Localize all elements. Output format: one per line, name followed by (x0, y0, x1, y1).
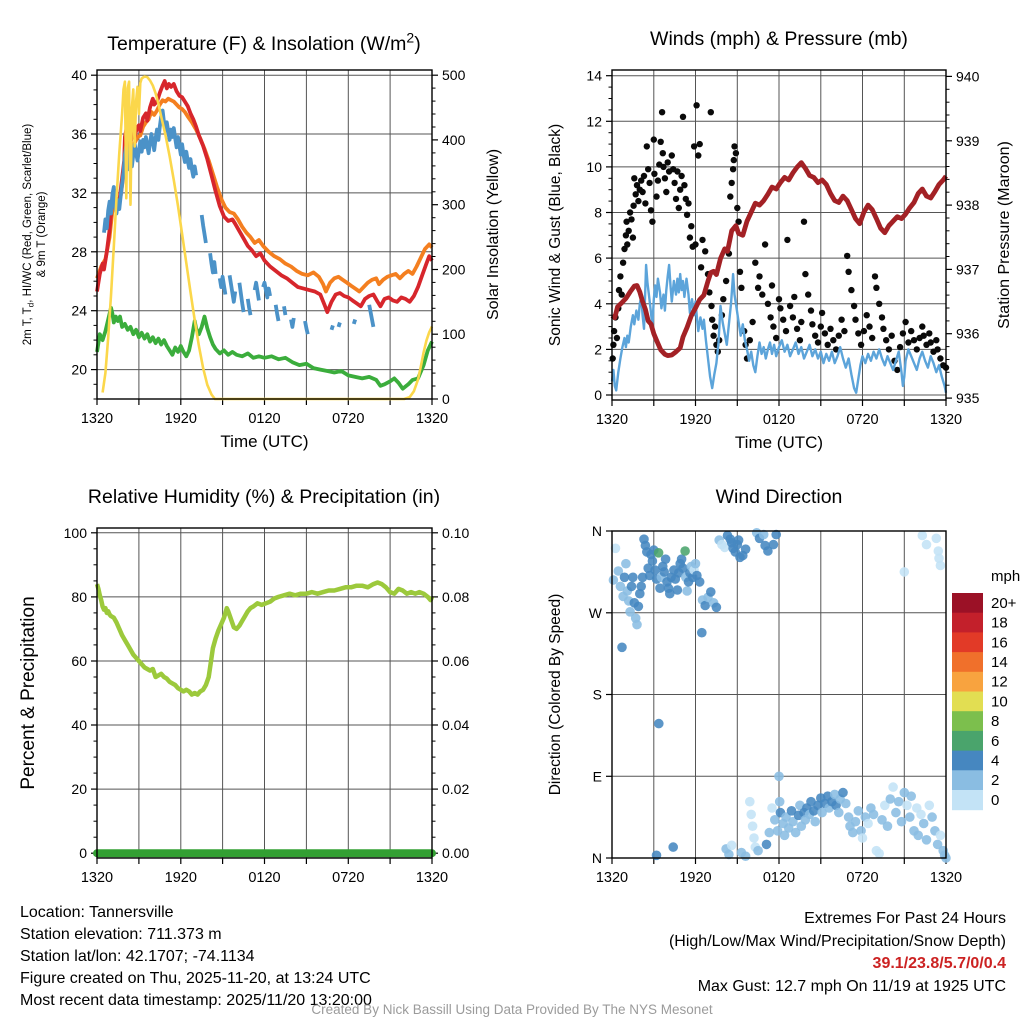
tick-label: 60 (71, 653, 87, 669)
tick-label: 2 (594, 341, 602, 358)
tick-label: 40 (71, 717, 87, 733)
colorbar-label: 2 (991, 772, 1000, 790)
colorbar-swatch-16 (952, 632, 983, 652)
wind-direction-chart-left-axis (547, 523, 612, 866)
tick-label: 0 (79, 845, 87, 862)
colorbar-swatch-6 (952, 731, 983, 751)
tick-label: 0720 (332, 870, 365, 886)
tick-label: 1320 (595, 412, 629, 428)
tick-label: 80 (71, 588, 87, 605)
tick-label: 36 (71, 126, 87, 142)
colorbar-label: 0 (991, 791, 1000, 809)
tick-label: 6 (594, 250, 602, 267)
colorbar-label: 12 (991, 673, 1008, 691)
humidity-precip-chart-right-axis (432, 525, 469, 861)
tick-label: 100 (63, 524, 87, 541)
tick-label: 20 (71, 361, 87, 378)
tick-label: 0.02 (442, 781, 470, 798)
tick-label: 0.10 (442, 524, 470, 541)
tick-label: N (591, 850, 602, 866)
tick-label: 0.06 (442, 653, 470, 669)
tick-label: 0720 (846, 412, 879, 428)
colorbar-title: mph (991, 568, 1021, 585)
tick-label: 1320 (929, 870, 963, 886)
extremes-values: 39.1/23.8/5.7/0/0.4 (872, 955, 1006, 972)
temperature-insolation-chart-title: Temperature (F) & Insolation $(W/m^2)$ (107, 29, 421, 55)
extremes-subtitle: (High/Low/Max Wind/Precipitation/Snow Depth) (668, 932, 1006, 950)
tick-label: 28 (71, 243, 87, 260)
extremes-info (669, 908, 1006, 998)
colorbar-swatch-0 (952, 790, 983, 810)
tick-label: 1920 (164, 870, 197, 886)
winds-pressure-chart-axis-label: Sonic Wind & Gust (Blue, Black) (547, 123, 564, 347)
tick-label: W (588, 604, 602, 621)
winds-pressure-chart-axis-label: Station Pressure (Maroon) (996, 141, 1013, 329)
colorbar-swatch-12 (952, 672, 983, 692)
credit-line: Created By Nick Bassill Using Data Provided By The NYS Mesonet (311, 1002, 713, 1017)
tick-label: 1320 (929, 412, 963, 428)
temperature-insolation-chart-axis-label: & 9m T (Orange) (36, 191, 48, 278)
tick-label: 10 (586, 158, 602, 175)
colorbar-label: 6 (991, 732, 1000, 750)
tick-label: 20 (71, 781, 87, 798)
colorbar-label: 20+ (991, 594, 1017, 612)
tick-label: 940 (956, 68, 980, 85)
tick-label: 0120 (248, 870, 281, 886)
tick-label: 0 (594, 387, 602, 403)
colorbar-swatch-2 (952, 770, 983, 790)
tick-label: 0.00 (442, 845, 470, 862)
series-wind-direction-dots (609, 528, 951, 863)
tick-label: 0720 (846, 870, 879, 886)
tick-label: 936 (956, 325, 980, 342)
wind-direction-chart (547, 486, 1020, 886)
tick-label: 14 (586, 67, 602, 84)
tick-label: N (591, 523, 602, 539)
colorbar-swatch-20+ (952, 593, 983, 613)
colorbar-swatch-10 (952, 692, 983, 712)
series-insolation-yellow (103, 77, 432, 400)
max-gust: Max Gust: 12.7 mph On 11/19 at 1925 UTC (697, 977, 1006, 995)
tick-label: 0120 (248, 411, 281, 427)
temperature-insolation-chart-right-axis (432, 67, 502, 407)
station-location: Location: Tannersville (20, 904, 174, 921)
temperature-insolation-chart-axis-label: 2m T, $T_d$, HI/WC (Red, Green, Scarlet/Blue) (22, 123, 36, 346)
figure-created: Figure created on Thu, 2025-11-20, at 13:24 UTC (20, 970, 371, 987)
station-elevation: Station elevation: 711.373 m (20, 926, 222, 943)
humidity-precip-chart-axis-label: Percent & Precipitation (18, 596, 39, 790)
tick-label: 300 (442, 196, 466, 213)
tick-label: S (592, 686, 602, 703)
tick-label: 500 (442, 67, 466, 84)
colorbar-swatch-8 (952, 711, 983, 731)
wind-speed-colorbar (952, 568, 1020, 810)
tick-label: 1320 (80, 411, 114, 427)
tick-label: 0720 (332, 411, 365, 427)
tick-label: 0.08 (442, 588, 470, 605)
tick-label: 937 (956, 261, 980, 278)
tick-label: 1320 (415, 870, 449, 886)
humidity-precip-chart-x-axis (81, 858, 448, 886)
temperature-insolation-chart-left-axis (22, 67, 97, 399)
colorbar-swatch-4 (952, 751, 983, 771)
tick-label: 200 (442, 261, 466, 278)
colorbar-swatch-18 (952, 613, 983, 633)
humidity-precip-chart (18, 486, 469, 886)
humidity-precip-chart-grid (97, 528, 432, 858)
tick-label: 40 (71, 67, 87, 84)
humidity-precip-chart-left-axis (18, 525, 97, 861)
tick-label: 0 (442, 391, 450, 407)
colorbar-swatch-14 (952, 652, 983, 672)
tick-label: 4 (594, 295, 602, 312)
colorbar-label: 4 (991, 752, 1000, 770)
tick-label: 0.04 (442, 717, 470, 733)
tick-label: 8 (594, 204, 602, 221)
tick-label: 12 (586, 113, 602, 130)
tick-label: 400 (442, 131, 466, 148)
temperature-insolation-chart-axis-label: Solar Insolation (Yellow) (485, 148, 502, 321)
winds-pressure-chart-left-axis (547, 68, 612, 403)
tick-label: 1320 (415, 411, 449, 427)
tick-label: 0120 (762, 870, 796, 886)
colorbar-label: 10 (991, 693, 1008, 711)
winds-pressure-chart-x-axis (596, 400, 962, 452)
winds-pressure-chart-right-axis (946, 68, 1013, 406)
wind-direction-chart-title: Wind Direction (715, 486, 843, 508)
wind-direction-chart-axis-label: Direction (Colored By Speed) (547, 593, 564, 796)
winds-pressure-chart-title: Winds (mph) & Pressure (mb) (650, 28, 908, 50)
tick-label: 1920 (679, 870, 712, 886)
temperature-insolation-chart-x-axis-label: Time (UTC) (220, 432, 309, 451)
tick-label: 939 (956, 132, 980, 149)
winds-pressure-chart-x-axis-label: Time (UTC) (734, 433, 824, 452)
data-timestamp: Most recent data timestamp: 2025/11/20 13:20:00 (20, 992, 372, 1009)
tick-label: 1920 (679, 412, 712, 428)
extremes-title: Extremes For Past 24 Hours (804, 910, 1006, 927)
station-info (20, 902, 372, 1012)
colorbar-label: 8 (991, 713, 1000, 731)
tick-label: 1320 (595, 870, 629, 886)
temperature-insolation-chart-x-axis (81, 399, 448, 451)
tick-label: E (592, 768, 602, 785)
tick-label: 0120 (762, 412, 796, 428)
colorbar-label: 16 (991, 634, 1008, 652)
tick-label: 935 (956, 390, 980, 407)
humidity-precip-chart-title: Relative Humidity (%) & Precipitation (in) (87, 486, 441, 508)
tick-label: 100 (442, 326, 466, 343)
tick-label: 1320 (80, 870, 114, 886)
colorbar-label: 14 (991, 654, 1008, 671)
colorbar-label: 18 (991, 614, 1008, 632)
tick-label: 24 (71, 302, 87, 319)
tick-label: 1920 (164, 411, 197, 427)
tick-label: 32 (71, 184, 87, 201)
winds-pressure-chart (547, 28, 1013, 452)
wind-direction-chart-x-axis (596, 858, 962, 886)
tick-label: 938 (956, 197, 980, 214)
temperature-insolation-chart (22, 30, 502, 451)
station-latlon: Station lat/lon: 42.1707; -74.1134 (20, 948, 255, 965)
